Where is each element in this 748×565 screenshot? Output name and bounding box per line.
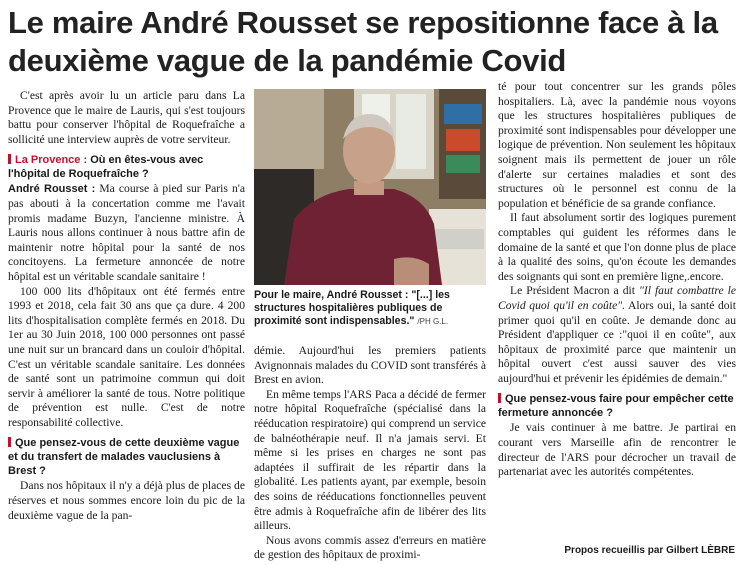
paragraph-ars: En même temps l'ARS Paca a décidé de fermer notre hôpital Roquefraîche (spécialisé dans la rééducation respiratoire) qui comprend un service de balnéothérapie neuf. Il n'a jamais servi. Et même si les prises en charges ne sont pas adaptées il suffirait de les répartir dans la globalité. Les patients ayant, par exemple, besoin des soins de rééducations fonctionnelles peuvent être admis à Roquefraîche afin de libérer des lits ailleurs.: [254, 387, 486, 533]
paragraph-errors: Nous avons commis assez d'erreurs en matière de gestion des hôpitaux de proximi-: [254, 533, 486, 562]
caption-text: Pour le maire, André Rousset : "[...] les structures hospitalières publiques de proximité sont indispensables.": [254, 289, 450, 327]
macron-rest: Alors oui, la santé doit primer quoi qu'il en coûte. Je demande donc au Président d'appliquer ce :"quoi il en coûte", aux hôpitaux de proximité parce que maintenir un hôpital ouvert c'est aussi sauver des vies aujourd'hui et prévenir les épidémies de demain.": [498, 298, 736, 385]
answer-1: [8, 182, 245, 284]
question-1: [8, 153, 245, 181]
mayor-photo: [254, 89, 486, 285]
question-marker: [8, 154, 11, 164]
column-2: [254, 344, 486, 563]
photo-credit: /PH G.L.: [417, 317, 449, 326]
column-3: [498, 80, 736, 480]
paragraph-statistics: 100 000 lits d'hôpitaux ont été fermés entre 1993 et 2018, cela fait 30 ans que ça dure. 4 200 lits d'hospitalisation complète fermés en 2018. Du 1er au 30 Juin 2018, 100 000 personnes ont passé une nuit sur un brancard dans un couloir d'hôpital. C'est un véritable scandale sanitaire. Les données de santé sont un patrimoine commun qui doit servir à améliorer la santé de tous. Notre politique de prévention est nulle. C'est de notre responsabilité collective.: [8, 284, 245, 429]
article-headline: Le maire André Rousset se repositionne face à la deuxième vague de la pandémie Covid: [8, 5, 718, 78]
macron-lead: Le Président Macron a dit: [510, 284, 639, 298]
photo-caption: [254, 289, 486, 328]
answer-3: Je vais continuer à me battre. Je partirai en courant vers Marseille afin de rencontrer le directeur de l'ARS pour décrocher un travail de partenariat avec les autorités compétentes.: [498, 421, 736, 479]
macron-quote: "Il faut combattre le Covid quoi qu'il en coûte".: [498, 284, 736, 312]
question-text: Que pensez-vous faire pour empêcher cette fermeture annoncée ?: [498, 393, 734, 420]
question-marker: [8, 437, 11, 447]
answer-speaker: André Rousset :: [8, 183, 96, 196]
mayor-photo-illustration: [254, 89, 486, 285]
question-3: [498, 392, 736, 420]
paragraph-transfer: démie. Aujourd'hui les premiers patients Avignonnais malades du COVID sont transférés à Brest en avion.: [254, 344, 486, 387]
question-text: Que pensez-vous de cette deuxième vague et du transfert de malades vauclusiens à Brest ?: [8, 437, 240, 478]
paragraph-logic: Il faut absolument sortir des logiques purement comptables qui guident les réformes dans le domaine de la santé et que l'on donne plus de place à la qualité des soins, qu'on écoute les demandes des soignants qui sont en première ligne,.encore.: [498, 211, 736, 283]
answer-2: Dans nos hôpitaux il n'y a déjà plus de places de réserves et nous sommes encore loin du pic de la deuxième vague de la pan-: [8, 479, 245, 522]
question-2: [8, 436, 245, 478]
answer-text: Ma course à pied sur Paris n'a pas abouti à la concertation comme me l'avait promis madame Buzyn, l'ancienne ministre. À Lauris nous allons continuer à nous battre afin de maintenir notre hôpital pour la santé de nos concitoyens. La fermeture annoncée de notre hôpital est un véritable scandale sanitaire !: [8, 182, 245, 283]
paragraph-proximity: té pour tout concentrer sur les grands pôles hospitaliers. Là, avec la pandémie nous voyons que les structures hospitalières publiques de proximité sont indispensables pour développer une logique de prévention. Non seulement les hôpitaux soignent mais ils permettent de jouer un rôle d'alerte sur certaines maladies et sont des structures où le personnel est connu de la population et bénéficie de sa grande confiance.: [498, 80, 736, 210]
question-speaker: La Provence :: [15, 154, 88, 167]
question-text: Où en êtes-vous avec l'hôpital de Roquefraîche ?: [8, 154, 204, 181]
paragraph-macron: [498, 284, 736, 386]
article-signature: Propos recueillis par Gilbert LÈBRE: [564, 545, 735, 556]
question-marker: [498, 393, 501, 403]
intro-paragraph: C'est après avoir lu un article paru dans La Provence que le maire de Lauris, qui s'est toujours battu pour conserver l'hôpital de Roquefraîche a sollicité une interview auprès de votre serviteur.: [8, 89, 245, 146]
column-1: [8, 89, 245, 523]
